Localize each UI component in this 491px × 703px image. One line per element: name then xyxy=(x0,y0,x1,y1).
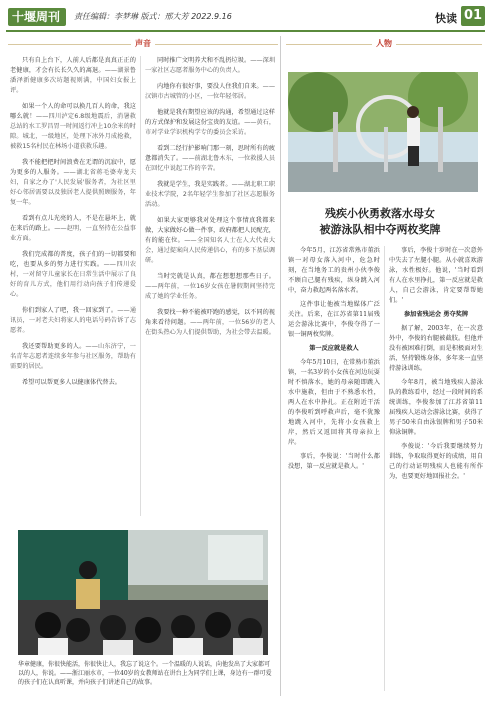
quote-source: ——赵明，一直坚持在公益事业方面。 xyxy=(10,225,136,242)
voice-quote xyxy=(10,306,136,336)
quote-source: ——汉镇市古城管的小区，一位年轻邻居。 xyxy=(145,83,275,100)
voice-quote xyxy=(145,216,275,266)
quote-text: 如果一个人的命可以换几百人的命，我这哪么就！ xyxy=(10,103,136,120)
classroom-photo xyxy=(18,530,268,655)
page-divider xyxy=(280,36,281,696)
voice-quote xyxy=(145,180,275,210)
article-subheading: 参加省残运会 勇夺奖牌 xyxy=(403,311,469,318)
article-paragraph: 今年8月，被当地残疾人游泳队的教练看中，经过一段时间的系统训练，李俊参加了江苏省第11届残疾人运动会游泳比赛，获得了男子50米自由泳银牌和男子50米仰泳铜牌。 xyxy=(389,379,483,436)
article-paragraph: 今年5月，江苏省常熟市董浜镇一对母女落入河中，危急时刻，在当地务工的贵州小伙李俊不顾自己腿有残疾，纵身跳入河中，奋力救起两名落水者。 xyxy=(288,247,380,294)
column-label: 声音 xyxy=(131,38,155,49)
voice-quote xyxy=(145,56,275,76)
quote-source: ——深圳一家社区志愿者服务中心的负责人。 xyxy=(145,57,275,74)
article-paragraph: 据了解，2003年，在一次意外中，李俊的右腿被截肢。但他并没有被困难打倒，而是积极面对生活，坚持锻炼身体，多年来一直坚持游泳训练。 xyxy=(389,325,483,372)
voice-quote xyxy=(10,250,136,300)
article-paragraph: 事后，李俊十岁时在一次意外中失去了左腿小腿。从小就喜欢游泳，水性极好。他说，'当时看到有人在水里挣扎，第一反应就是救人，自己会游泳，肯定要帮帮她们。' xyxy=(389,247,483,304)
voice-column-2 xyxy=(145,56,275,516)
quote-text: 看到有点儿光亮的人，不是在悬坏上，就在来后的路上。 xyxy=(10,215,136,232)
voice-quote xyxy=(10,56,136,96)
voice-quote xyxy=(10,158,136,208)
column-divider xyxy=(384,246,385,691)
section-title: 快读 xyxy=(435,12,457,25)
quote-text: 我们完成都的普度，孩子们的一切都要和吃，也要从多的努力进行实践。 xyxy=(10,251,136,268)
voice-quote xyxy=(145,144,275,174)
quote-source: ——黄石，市对学业学识机构学专的委员会采访。 xyxy=(145,119,275,136)
voice-quote xyxy=(145,272,275,302)
article-paragraph: 事后，李俊说：'当时什么都没想，第一反应就是救人。' xyxy=(288,453,380,470)
article-paragraph: 李俊说：'今后我要继续努力训练，争取取得更好的成绩，用自己的行动证明残疾人也能有所作为，也要更好地回报社会。' xyxy=(389,443,483,480)
quote-text: 你们到家人了吧，我一回家到了。 xyxy=(22,307,118,314)
publication-brand: 十堰周刊 xyxy=(8,8,66,26)
quote-text: 希望可以帮更多人以健康体代替去。 xyxy=(22,379,121,386)
page-number: 01 xyxy=(461,6,485,26)
quote-text: 看到二经行护影响门那一刻，思时所有的疲惫都消失了。 xyxy=(145,145,275,162)
voice-quote xyxy=(145,82,275,102)
quote-text: 如果大家更够我对处理这个事情真我都来做，大家做好心做一件事，政府都把人民配充，有的能在位。 xyxy=(145,217,275,244)
quote-text: 他就是我有期望应该的沟通，希望通过这样的方式保护和发展这份宝贵的友谊。 xyxy=(145,109,275,126)
article-column-b xyxy=(389,246,483,691)
quote-text: 同时推广文明养犬和不乱扔垃圾。 xyxy=(157,57,251,64)
quote-source: ——山东济宁，一名青年志愿者连续多年参与社区服务，帮助有需要的居民。 xyxy=(10,343,136,370)
column-label: 人物 xyxy=(372,38,396,49)
header-rule xyxy=(6,30,485,32)
quote-text: 我就是学生，我是实践者。 xyxy=(157,181,232,188)
quote-source: ——四川农村，一对留守儿童家长在日常生活中展示了良好的育儿方式，他们用行动向孩子们传递爱心。 xyxy=(10,261,136,298)
voice-quote xyxy=(10,342,136,372)
headline-line-2: 被游泳队相中夺两枚奖牌 xyxy=(319,223,441,236)
article-subheading: 第一反应就是救人 xyxy=(309,345,359,352)
quote-text: 当时完就是认真，都在想想想那些日子。 xyxy=(157,273,275,280)
voice-column-1 xyxy=(10,56,136,516)
article-paragraph: 今年5月10日，在常熟市董浜镇，一名3岁的小女孩在河边玩耍时不慎落水，她的母亲随即跳入水中施救，但由于不熟悉水性，两人在水中挣扎。正在附近干活的李俊听到呼救声后，毫不犹豫地跳入河中，先将小女孩救上岸，然后又返回将其母亲拉上岸。 xyxy=(288,359,380,446)
quote-source: ——前湖北鲁木东，一位救援人员在回忆中说起工作的辛苦。 xyxy=(145,155,275,172)
voice-quote xyxy=(145,108,275,138)
quote-source: ——全国知名人士在人大代表大会，通过提案向人民传递信心，有的多下基层调研。 xyxy=(145,237,275,264)
quote-text: 只有自上台下，人前人后都是真真正正的老健康，才会有长长久久的离退。 xyxy=(10,57,136,74)
column-header-voice xyxy=(8,38,278,50)
quote-text: 内地你有很好事，要没人住我们自来。 xyxy=(157,83,263,90)
quote-source: ——四川泸定6.8级地震后，消暑救总站的水工罗昌胃一时间返行冲上10余米的时隙。城北，一级地区，处理下冰外月成抢救，被救15名村民在林场小道获救乐趣。 xyxy=(10,113,136,150)
article-column-a xyxy=(288,246,380,691)
voice-quote xyxy=(10,378,136,388)
quote-source: ——湖景鲁潘泽新健康多次坊题视则满，中国妇女报上评。 xyxy=(10,67,136,94)
article-paragraph: 这件事让他被当地媒体广泛关注。后来，在江苏省第11届残运会游泳比赛中，李俊夺得了一银一铜两枚奖牌。 xyxy=(288,301,380,338)
headline-line-1: 残疾小伙勇救落水母女 xyxy=(325,207,435,220)
quote-source: ——两年前，一位16岁女孩在暑假期间坚持完成了她的学业任务。 xyxy=(145,283,275,300)
quote-source: ——两年前，一位56岁的老人在街头热心为人们提供帮助，为社会带去温暖。 xyxy=(145,319,275,336)
voice-quote xyxy=(10,214,136,244)
column-divider xyxy=(140,56,141,516)
quote-text: 我要找一种不能被吓跑的感觉，以不同的视角来看待问题。 xyxy=(145,309,275,326)
swimmer-photo xyxy=(288,72,478,192)
quote-text: 我还要帮助更多的人。 xyxy=(22,343,86,350)
column-header-people xyxy=(286,38,482,50)
page-header xyxy=(0,0,491,30)
voice-quote xyxy=(10,102,136,152)
editor-meta: 责任编辑：李梦琳 版式：邢大芳 2022.9.16 xyxy=(74,12,232,21)
photo-caption: 华章健康，你很快能活，你很快让人，我忘了说这个。一个温暖的人说话，向他发出了大家都可以的人，你说。——浙江丽水市，一位40岁的女教师站在讲台上为同学们上课，身边有一群可爱的孩子们在认真听课，并向孩子们讲述自己的故事。 xyxy=(18,661,272,686)
voice-quote xyxy=(145,308,275,338)
quote-text: 我不能把把时间浪费在无谓的沉寂中，愿为更多的人服务。 xyxy=(10,159,136,176)
quote-source: ——湖北职工职业技术学院，2名年轻学生参加了社区志愿服务活动。 xyxy=(145,181,275,208)
quote-source: ——湖北省蒋毛婆寿龙夫妇，自家之办了'人民发展'服务者，为社区里好心邻居需要以及独居老人提供照顾服务，年复一年。 xyxy=(10,169,136,206)
quote-source: ——通讯员，一对老夫妇将家人的电话号码告诉了志愿者。 xyxy=(10,307,136,334)
